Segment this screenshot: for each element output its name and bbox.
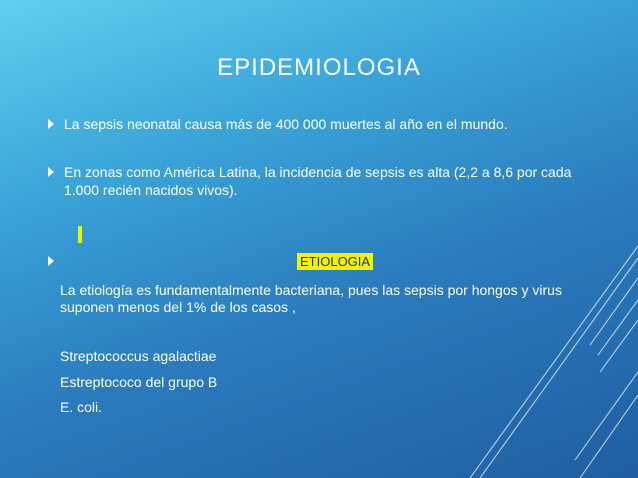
text-cursor-mark bbox=[78, 226, 82, 243]
organism-item: Streptococcus agalactiae bbox=[60, 348, 217, 364]
bullet-sepsis-deaths bbox=[64, 115, 584, 133]
etiology-paragraph: La etiología es fundamentalmente bacteriana, pues las sepsis por hongos y virus suponen menos del 1% de los casos , bbox=[60, 282, 562, 315]
bullet-arrow-icon bbox=[48, 119, 54, 129]
organism-item: Estreptococo del grupo B bbox=[60, 374, 218, 390]
organism-item: E. coli. bbox=[60, 399, 103, 415]
slide-title: EPIDEMIOLOGIA bbox=[217, 54, 421, 81]
bullet-text: La sepsis neonatal causa más de 400 000 muertes al año en el mundo. bbox=[64, 116, 508, 132]
bullet-text: En zonas como América Latina, la incidencia de sepsis es alta (2,2 a 8,6 por cada 1.000 recién nacidos vivos). bbox=[64, 164, 572, 198]
bullet-arrow-icon bbox=[48, 167, 54, 177]
bullet-arrow-icon bbox=[48, 256, 54, 266]
bullet-latin-america-incidence bbox=[64, 163, 584, 199]
etiology-heading: ETIOLOGIA bbox=[297, 253, 373, 270]
